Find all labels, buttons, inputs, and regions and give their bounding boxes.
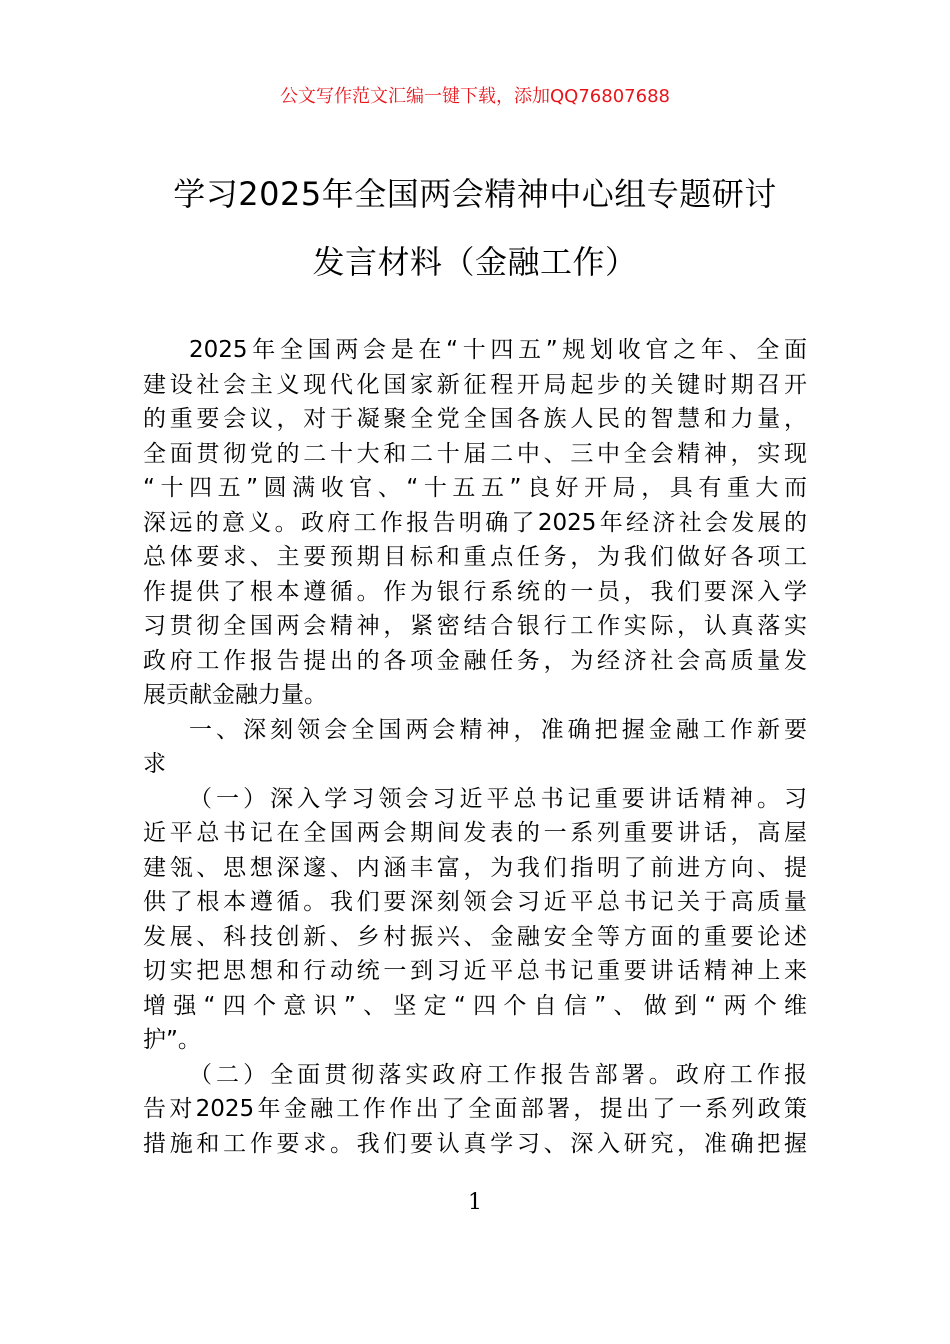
- text-line: （一）深入学习领会习近平总书记重要讲话精神。习: [189, 785, 807, 812]
- text-line: 护”。: [143, 1027, 201, 1053]
- text-line: 全面贯彻党的二十大和二十届二中、三中全会精神，实现: [143, 440, 807, 467]
- text-line: 总体要求、主要预期目标和重点任务，为我们做好各项工: [143, 544, 807, 570]
- text-line: 深远的意义。政府工作报告明确了2025年经济社会发展的: [143, 509, 807, 536]
- text-line: 措施和工作要求。我们要认真学习、深入研究，准确把握: [143, 1130, 807, 1157]
- text-line: “十四五”圆满收官、“十五五”良好开局，具有重大而: [143, 475, 807, 501]
- text-line: 建瓴、思想深邃、内涵丰富，为我们指明了前进方向、提: [143, 854, 807, 881]
- paragraph-intro: [143, 333, 807, 713]
- document-title-line-2: 发言材料（金融工作）: [312, 243, 638, 281]
- text-line: 近平总书记在全国两会期间发表的一系列重要讲话，高屋: [143, 820, 807, 846]
- text-line: 展贡献金融力量。: [143, 682, 327, 708]
- text-line: 增强“四个意识”、坚定“四个自信”、做到“两个维: [143, 992, 807, 1019]
- heading-line: 求: [143, 751, 166, 777]
- text-line: 切实把思想和行动统一到习近平总书记重要讲话精神上来: [143, 958, 807, 984]
- text-line: 作提供了根本遵循。作为银行系统的一员，我们要深入学: [143, 578, 807, 605]
- text-line: 2025年全国两会是在“十四五”规划收官之年、全面: [189, 337, 807, 363]
- text-line: 政府工作报告提出的各项金融任务，为经济社会高质量发: [143, 647, 807, 674]
- paragraph-subsection-1: [143, 782, 807, 1058]
- section-heading-1: [143, 713, 807, 782]
- document-title-line-1: 学习2025年全国两会精神中心组专题研讨: [173, 175, 777, 213]
- text-line: （二）全面贯彻落实政府工作报告部署。政府工作报: [189, 1061, 807, 1088]
- text-line: 建设社会主义现代化国家新征程开局起步的关键时期召开: [143, 371, 807, 398]
- page-number: 1: [468, 1190, 482, 1215]
- download-banner[interactable]: 公文写作范文汇编一键下载，添加QQ76807688: [280, 86, 670, 107]
- document-body: [143, 333, 807, 1161]
- text-line: 告对2025年金融工作作出了全面部署，提出了一系列政策: [143, 1096, 807, 1122]
- paragraph-subsection-2: [143, 1058, 807, 1162]
- heading-line: 一、深刻领会全国两会精神，准确把握金融工作新要: [189, 716, 807, 743]
- text-line: 的重要会议，对于凝聚全党全国各族人民的智慧和力量，: [143, 406, 807, 432]
- text-line: 习贯彻全国两会精神，紧密结合银行工作实际，认真落实: [143, 613, 807, 639]
- text-line: 供了根本遵循。我们要深刻领会习近平总书记关于高质量: [143, 889, 807, 915]
- text-line: 发展、科技创新、乡村振兴、金融安全等方面的重要论述: [143, 923, 807, 950]
